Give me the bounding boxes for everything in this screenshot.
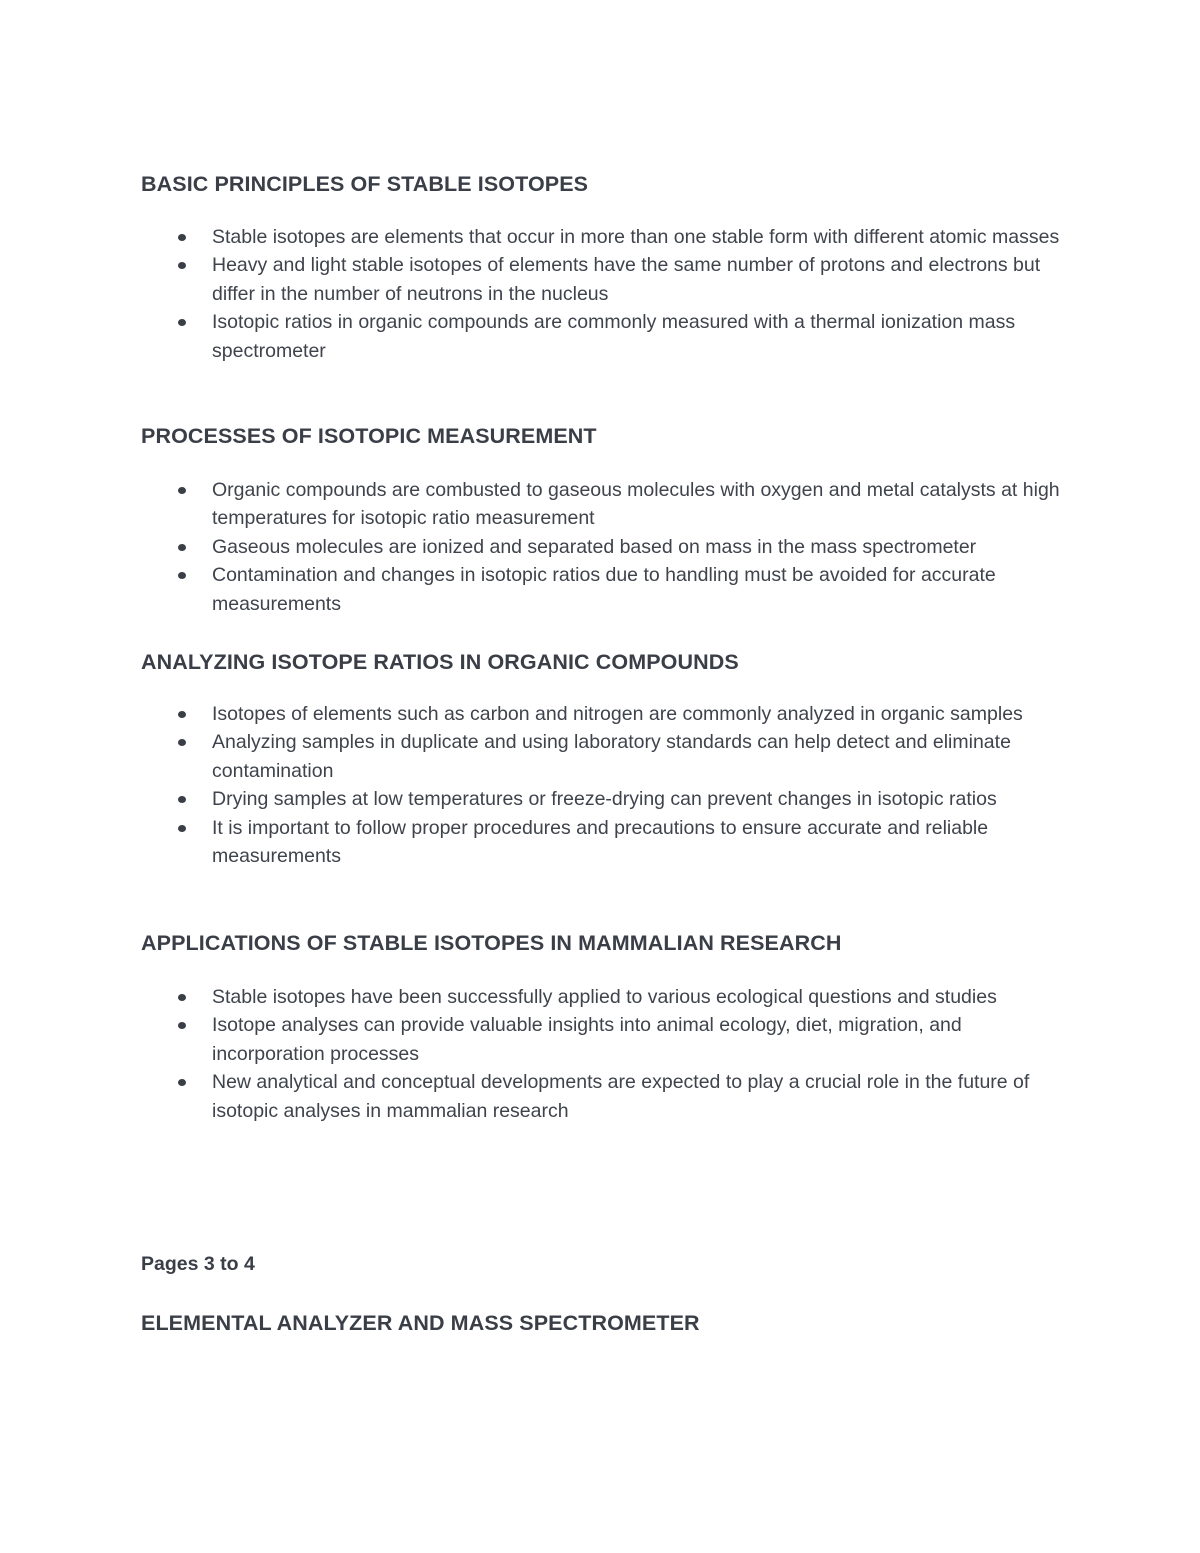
list-item-text: New analytical and conceptual developments are expected to play a crucial role in the future of isotopic analyses in mammalian research (212, 1071, 1030, 1122)
list-item (141, 728, 1071, 785)
section-heading: BASIC PRINCIPLES OF STABLE ISOTOPES (141, 172, 589, 196)
list-item (141, 983, 1071, 1011)
bullet-icon (178, 825, 186, 832)
section-heading: ANALYZING ISOTOPE RATIOS IN ORGANIC COMPOUNDS (141, 650, 739, 674)
bullet-icon (178, 572, 186, 579)
list-item-text: Heavy and light stable isotopes of elements have the same number of protons and electrons but differ in the number of neutrons in the nucleus (212, 254, 1041, 305)
list-item (141, 1011, 1071, 1068)
list-item-text: Isotope analyses can provide valuable insights into animal ecology, diet, migration, and incorporation processes (212, 1014, 962, 1065)
list-item-text: Gaseous molecules are ionized and separated based on mass in the mass spectrometer (212, 535, 977, 558)
list-item (141, 785, 1071, 813)
bullet-list (141, 223, 1071, 365)
list-item-text: Stable isotopes have been successfully applied to various ecological questions and studies (212, 986, 997, 1008)
list-item (141, 561, 1071, 618)
list-item-text: Isotopic ratios in organic compounds are commonly measured with a thermal ionization mass spectrometer (212, 311, 1016, 362)
list-item (141, 1068, 1071, 1125)
list-item (141, 476, 1071, 533)
list-item (141, 251, 1071, 308)
bullet-icon (178, 319, 186, 326)
list-item (141, 814, 1071, 871)
section-heading: PROCESSES OF ISOTOPIC MEASUREMENT (141, 424, 597, 448)
list-item-text: Isotopes of elements such as carbon and nitrogen are commonly analyzed in organic samples (212, 703, 1023, 725)
pages-label: Pages 3 to 4 (141, 1253, 255, 1275)
bullet-list (141, 476, 1071, 618)
list-item-text: Contamination and changes in isotopic ratios due to handling must be avoided for accurate measurements (212, 564, 996, 615)
bullet-icon (178, 487, 186, 494)
list-item (141, 308, 1071, 365)
list-item-text: Drying samples at low temperatures or freeze-drying can prevent changes in isotopic ratios (212, 788, 997, 811)
list-item (141, 223, 1071, 251)
list-item-text: It is important to follow proper procedures and precautions to ensure accurate and reliable measurements (212, 816, 989, 868)
next-section-heading: ELEMENTAL ANALYZER AND MASS SPECTROMETER (141, 1311, 700, 1335)
bullet-icon (178, 994, 186, 1001)
bullet-icon (178, 1079, 186, 1086)
bullet-icon (178, 1022, 186, 1029)
list-item-text: Organic compounds are combusted to gaseous molecules with oxygen and metal catalysts at high temperatures for isotopic ratio measurement (212, 479, 1060, 530)
bullet-icon (178, 234, 186, 241)
section-heading: APPLICATIONS OF STABLE ISOTOPES IN MAMMALIAN RESEARCH (141, 931, 842, 955)
list-item (141, 700, 1071, 728)
bullet-list (141, 983, 1071, 1125)
bullet-icon (178, 739, 186, 746)
bullet-icon (178, 544, 186, 551)
list-item (141, 533, 1071, 561)
list-item-text: Stable isotopes are elements that occur in more than one stable form with different atomic masses (212, 226, 1060, 248)
bullet-list (141, 700, 1071, 870)
bullet-icon (178, 262, 186, 269)
bullet-icon (178, 711, 186, 718)
bullet-icon (178, 796, 186, 803)
list-item-text: Analyzing samples in duplicate and using laboratory standards can help detect and eliminate contamination (212, 731, 1011, 782)
